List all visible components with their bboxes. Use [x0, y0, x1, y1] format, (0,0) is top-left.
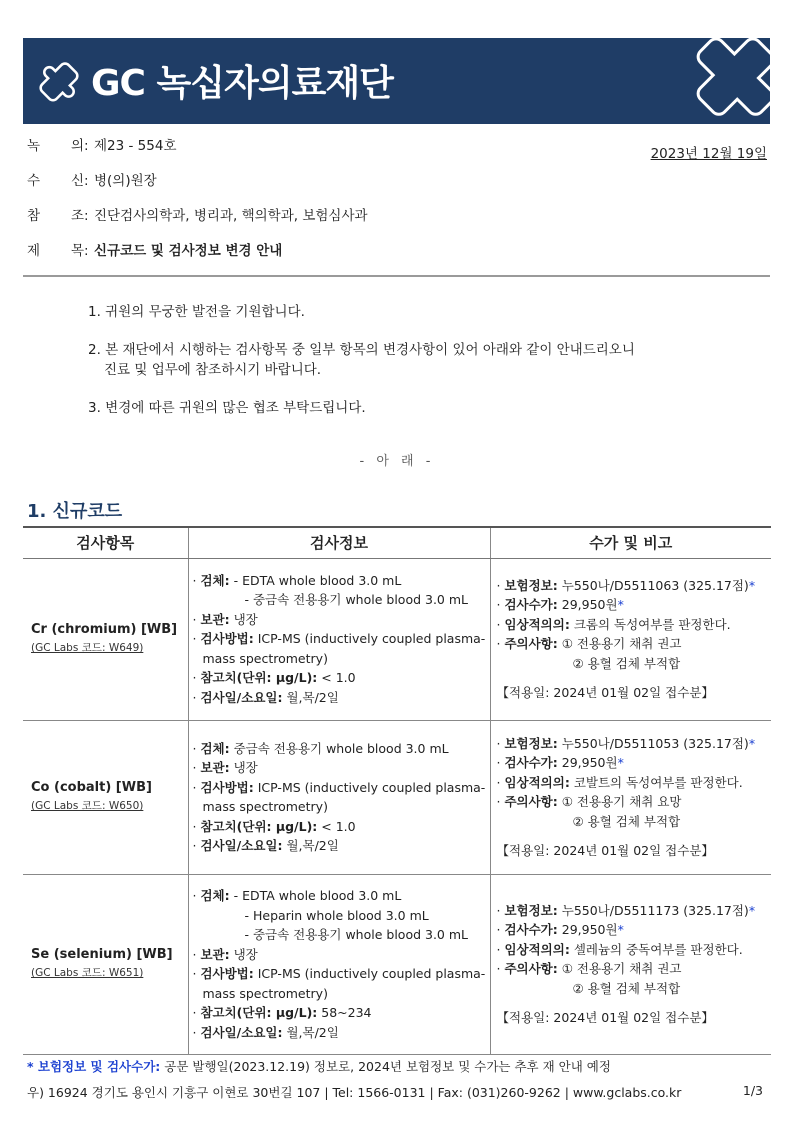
caution-value: ① 전용용기 채취 권고	[561, 636, 682, 651]
paragraph-2-line-1: 2. 본 재단에서 시행하는 검사항목 중 일부 항목의 변경사항이 있어 아래와 같이 안내드리오니	[88, 342, 635, 358]
method-value: ICP-MS (inductively coupled plasma-	[257, 779, 486, 795]
meta-key-1: 제	[27, 243, 41, 259]
schedule-value: 월,목/2일	[286, 838, 339, 853]
paragraph-1: 1. 귀원의 무궁한 발전을 기원합니다.	[88, 304, 305, 320]
test-name: Cr (chromium) [WB]	[31, 621, 178, 637]
footnote-label: * 보험정보 및 검사수가:	[27, 1059, 161, 1074]
method-line: · 검사방법: ICP-MS (inductively coupled plasma-	[192, 631, 486, 647]
specimen-value: - EDTA whole blood 3.0 mL	[233, 888, 402, 903]
storage-value: 냉장	[233, 760, 258, 775]
fee-line: · 검사수가: 29,950원*	[496, 755, 624, 770]
insurance-line: · 보험정보: 누550나/D5511053 (325.17점)*	[496, 735, 756, 751]
page-number: 1/3	[742, 1083, 763, 1098]
fee-value: 29,950원	[561, 597, 618, 612]
gc-cross-logo-icon	[33, 56, 85, 108]
applied-date: 【적용일: 2024년 01월 02일 접수분】	[496, 1010, 714, 1025]
schedule-label: 검사일/소요일:	[200, 838, 283, 853]
schedule-line: · 검사일/소요일: 월,목/2일	[192, 689, 339, 705]
storage-line: · 보관: 냉장	[192, 760, 258, 775]
clinical-value: 코발트의 독성여부를 판정한다.	[573, 774, 743, 790]
reference-value: < 1.0	[321, 818, 356, 834]
reference-line: · 참고치(단위: μg/L): < 1.0	[192, 818, 356, 834]
insurance-line: · 보험정보: 누550나/D5511173 (325.17점)*	[496, 902, 756, 918]
meta-row-reference	[27, 136, 767, 171]
schedule-line: · 검사일/소요일: 월,목/2일	[192, 838, 339, 853]
storage-value: 냉장	[233, 611, 258, 627]
specimen-label: 검체:	[200, 888, 230, 903]
storage-line: · 보관: 냉장	[192, 946, 258, 962]
meta-key-2: 조	[71, 208, 85, 224]
insurance-value: 누550나/D5511053 (325.17점)	[561, 735, 749, 751]
method-label: 검사방법:	[200, 779, 254, 795]
insurance-value: 누550나/D5511173 (325.17점)	[561, 902, 749, 918]
applied-date: 【적용일: 2024년 01월 02일 접수분】	[496, 843, 714, 858]
test-item-cell	[23, 720, 188, 874]
specimen-line: · 검체: - EDTA whole blood 3.0 mL	[192, 572, 402, 588]
meta-row-subject	[27, 241, 767, 276]
table-row	[23, 720, 771, 874]
specimen-line: · 검체: - EDTA whole blood 3.0 mL	[192, 888, 402, 903]
meta-colon: :	[84, 208, 89, 224]
clinical-value: 셀레늄의 중독여부를 판정한다.	[573, 941, 743, 957]
address-text: 우) 16924 경기도 용인시 기흥구 이현로 30번길 107 | Tel: 1566-0131 | Fax: (031)260-9262 | www.gclabs.co.kr	[27, 1085, 682, 1100]
section-title: 1. 신규코드	[27, 501, 123, 522]
storage-line: · 보관: 냉장	[192, 611, 258, 627]
caution-line: ② 용혈 검체 부적합	[572, 813, 681, 829]
decorative-cross-icon	[683, 38, 770, 124]
column-header-fee-remarks: 수가 및 비고	[490, 527, 771, 558]
meta-value-cc: 진단검사의학과, 병리과, 핵의학과, 보험심사과	[94, 208, 368, 224]
specimen-value: - EDTA whole blood 3.0 mL	[233, 572, 402, 588]
column-header-test-info: 검사정보	[188, 527, 490, 558]
clinical-label: 임상적의의:	[504, 941, 570, 957]
header-banner	[23, 38, 770, 124]
below-marker: - 아 래 -	[359, 454, 435, 469]
caution-label: 주의사항:	[504, 794, 558, 809]
method-value: ICP-MS (inductively coupled plasma-	[257, 631, 486, 647]
caution-label: 주의사항:	[504, 961, 558, 976]
paragraph-2-line-2: 진료 및 업무에 참조하시기 바랍니다.	[104, 362, 322, 378]
fee-line: · 검사수가: 29,950원*	[496, 922, 624, 937]
table-row	[23, 874, 771, 1054]
insurance-label: 보험정보:	[504, 735, 558, 751]
fee-label: 검사수가:	[504, 755, 558, 770]
caution-label: 주의사항:	[504, 636, 558, 651]
reference-label: 참고치(단위: μg/L):	[200, 670, 318, 686]
specimen-label: 검체:	[200, 740, 230, 756]
meta-key-1: 녹	[27, 138, 41, 154]
clinical-line: · 임상적의의: 셀레늄의 중독여부를 판정한다.	[496, 941, 743, 957]
meta-key-2: 목	[71, 243, 85, 259]
meta-value-recipient: 병(의)원장	[94, 173, 157, 189]
applied-date: 【적용일: 2024년 01월 02일 접수분】	[496, 685, 714, 700]
method-value: ICP-MS (inductively coupled plasma-	[257, 966, 486, 981]
fee-value: 29,950원	[561, 755, 618, 770]
caution-line: · 주의사항: ① 전용용기 채취 권고	[496, 636, 682, 651]
test-code: (GC Labs 코드: W651)	[31, 967, 144, 979]
caution-line: ② 용혈 검체 부적합	[572, 655, 681, 671]
table-header-row	[23, 527, 771, 558]
specimen-line: - Heparin whole blood 3.0 mL	[244, 907, 429, 923]
clinical-line: · 임상적의의: 코발트의 독성여부를 판정한다.	[496, 774, 743, 790]
meta-key-2: 신	[71, 173, 85, 189]
method-line: mass spectrometry)	[202, 799, 328, 814]
method-label: 검사방법:	[200, 966, 254, 981]
test-item-cell	[23, 558, 188, 720]
clinical-line: · 임상적의의: 크롬의 독성여부를 판정한다.	[496, 616, 731, 632]
storage-label: 보관:	[200, 760, 230, 775]
storage-label: 보관:	[200, 611, 230, 627]
meta-key-2: 의	[71, 138, 85, 154]
reference-value: < 1.0	[321, 670, 356, 686]
new-code-table	[23, 526, 771, 1055]
fee-remarks-cell	[490, 558, 771, 720]
method-line: mass spectrometry)	[202, 985, 328, 1001]
method-line: mass spectrometry)	[202, 650, 328, 666]
reference-line: · 참고치(단위: μg/L): < 1.0	[192, 670, 356, 686]
reference-line: · 참고치(단위: μg/L): 58~234	[192, 1005, 372, 1020]
meta-colon: :	[84, 243, 89, 259]
method-line: · 검사방법: ICP-MS (inductively coupled plasma-	[192, 966, 486, 981]
fee-remarks-cell	[490, 874, 771, 1054]
reference-label: 참고치(단위: μg/L):	[200, 1005, 318, 1020]
fee-label: 검사수가:	[504, 922, 558, 937]
clinical-label: 임상적의의:	[504, 616, 570, 632]
caution-line: · 주의사항: ① 전용용기 채취 권고	[496, 961, 682, 976]
meta-colon: :	[84, 173, 89, 189]
schedule-label: 검사일/소요일:	[200, 1024, 283, 1040]
table-row	[23, 558, 771, 720]
meta-row-recipient	[27, 171, 767, 206]
fee-remarks-cell	[490, 720, 771, 874]
caution-line: ② 용혈 검체 부적합	[572, 980, 681, 996]
meta-key-1: 참	[27, 208, 41, 224]
insurance-line: · 보험정보: 누550나/D5511063 (325.17점)*	[496, 577, 756, 593]
schedule-value: 월,목/2일	[286, 689, 339, 705]
letter-body	[88, 302, 738, 436]
logo-text: GC 녹십자의료재단	[91, 63, 393, 104]
footnote-text: 공문 발행일(2023.12.19) 정보로, 2024년 보험정보 및 수가는 추후 재 안내 예정	[164, 1059, 611, 1074]
specimen-label: 검체:	[200, 572, 230, 588]
schedule-label: 검사일/소요일:	[200, 689, 283, 705]
header-divider	[23, 275, 770, 277]
test-info-cell	[188, 874, 490, 1054]
schedule-line: · 검사일/소요일: 월,목/2일	[192, 1024, 339, 1040]
storage-value: 냉장	[233, 946, 258, 962]
specimen-line: - 중금속 전용용기 whole blood 3.0 mL	[244, 927, 468, 942]
storage-label: 보관:	[200, 946, 230, 962]
specimen-value: 중금속 전용용기 whole blood 3.0 mL	[233, 740, 449, 756]
method-line: · 검사방법: ICP-MS (inductively coupled plasma-	[192, 779, 486, 795]
meta-value-doc-number: 제23 - 554호	[94, 138, 177, 154]
clinical-label: 임상적의의:	[504, 774, 570, 790]
meta-value-subject: 신규코드 및 검사정보 변경 안내	[94, 243, 283, 259]
meta-key-1: 수	[27, 173, 41, 189]
insurance-value: 누550나/D5511063 (325.17점)	[561, 577, 749, 593]
column-header-test-item: 검사항목	[23, 527, 188, 558]
test-name: Se (selenium) [WB]	[31, 946, 173, 962]
paragraph-2	[88, 340, 738, 380]
insurance-label: 보험정보:	[504, 577, 558, 593]
specimen-line: · 검체: 중금속 전용용기 whole blood 3.0 mL	[192, 740, 449, 756]
footnote	[27, 1057, 611, 1075]
meta-colon: :	[84, 138, 89, 154]
fee-line: · 검사수가: 29,950원*	[496, 597, 624, 612]
test-code: (GC Labs 코드: W649)	[31, 642, 144, 654]
caution-line: · 주의사항: ① 전용용기 채취 요망	[496, 794, 682, 809]
method-label: 검사방법:	[200, 631, 254, 647]
test-info-cell	[188, 558, 490, 720]
fee-label: 검사수가:	[504, 597, 558, 612]
paragraph-3: 3. 변경에 따른 귀원의 많은 협조 부탁드립니다.	[88, 400, 366, 416]
insurance-label: 보험정보:	[504, 902, 558, 918]
meta-row-cc	[27, 206, 767, 241]
reference-label: 참고치(단위: μg/L):	[200, 818, 318, 834]
reference-value: 58~234	[321, 1005, 372, 1020]
fee-value: 29,950원	[561, 922, 618, 937]
document-meta	[27, 136, 767, 276]
clinical-value: 크롬의 독성여부를 판정한다.	[573, 616, 731, 632]
footer-address	[27, 1083, 767, 1101]
test-info-cell	[188, 720, 490, 874]
caution-value: ① 전용용기 채취 권고	[561, 961, 682, 976]
test-code: (GC Labs 코드: W650)	[31, 800, 144, 812]
issue-date: 2023년 12월 19일	[650, 146, 767, 162]
test-item-cell	[23, 874, 188, 1054]
test-name: Co (cobalt) [WB]	[31, 779, 152, 795]
schedule-value: 월,목/2일	[286, 1024, 339, 1040]
caution-value: ① 전용용기 채취 요망	[561, 794, 682, 809]
specimen-line: - 중금속 전용용기 whole blood 3.0 mL	[244, 592, 468, 608]
